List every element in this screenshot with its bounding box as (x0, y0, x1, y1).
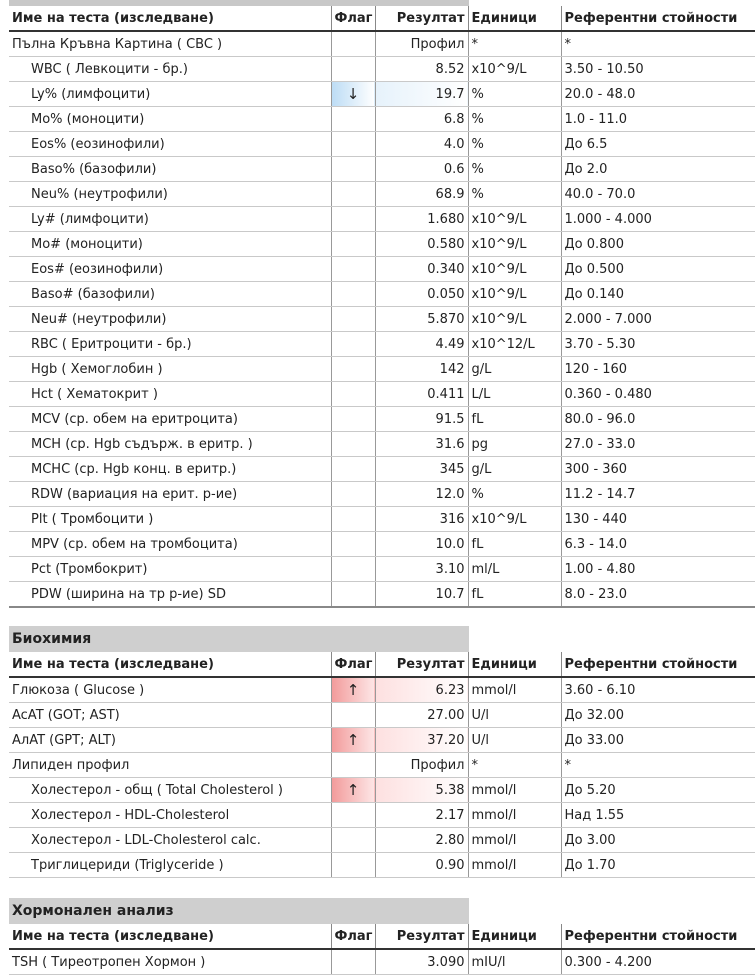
units: % (468, 107, 561, 132)
table-row (9, 257, 755, 282)
reference-range: 1.0 - 11.0 (561, 107, 755, 132)
result-value: 0.580 (375, 232, 468, 257)
result-value: 142 (375, 357, 468, 382)
flag-cell (331, 332, 375, 357)
reference-range: * (561, 31, 755, 57)
test-name: Neu% (неутрофили) (9, 182, 331, 207)
result-value: Профил (375, 753, 468, 778)
units: mIU/l (468, 949, 561, 975)
units: mmol/l (468, 828, 561, 853)
table-row (9, 482, 755, 507)
test-name: Pct (Тромбокрит) (9, 557, 331, 582)
test-name: Mo% (моноцити) (9, 107, 331, 132)
table-row (9, 677, 755, 703)
test-name: Hct ( Хематокрит ) (9, 382, 331, 407)
result-value: 345 (375, 457, 468, 482)
flag-cell (331, 107, 375, 132)
reference-range: До 0.800 (561, 232, 755, 257)
units: g/L (468, 457, 561, 482)
header-row (9, 924, 755, 949)
units: fL (468, 407, 561, 432)
reference-range: 27.0 - 33.0 (561, 432, 755, 457)
table-row (9, 157, 755, 182)
result-value: 0.340 (375, 257, 468, 282)
reference-range: 80.0 - 96.0 (561, 407, 755, 432)
table-row (9, 382, 755, 407)
units: x10^9/L (468, 232, 561, 257)
test-name: WBC ( Левкоцити - бр.) (9, 57, 331, 82)
table-row (9, 582, 755, 608)
table-row (9, 282, 755, 307)
units: fL (468, 582, 561, 608)
arrow-up-icon: ↑ (331, 728, 375, 753)
header-name: Име на теста (изследване) (9, 924, 331, 949)
flag-cell (331, 232, 375, 257)
table-row (9, 728, 755, 753)
table-row (9, 532, 755, 557)
table-row (9, 557, 755, 582)
test-name: Пълна Кръвна Картина ( CBC ) (9, 31, 331, 57)
reference-range: 0.300 - 4.200 (561, 949, 755, 975)
table-row (9, 332, 755, 357)
units: x10^9/L (468, 507, 561, 532)
result-value: 27.00 (375, 703, 468, 728)
reference-range: 3.60 - 6.10 (561, 677, 755, 703)
test-name: Липиден профил (9, 753, 331, 778)
section-title-biochem: Биохимия (9, 626, 469, 652)
table-row (9, 407, 755, 432)
units: x10^9/L (468, 57, 561, 82)
flag-cell (331, 57, 375, 82)
result-value: 0.411 (375, 382, 468, 407)
flag-cell (331, 457, 375, 482)
result-value: 4.49 (375, 332, 468, 357)
reference-range: 0.360 - 0.480 (561, 382, 755, 407)
result-value: 4.0 (375, 132, 468, 157)
units: U/l (468, 728, 561, 753)
units: mmol/l (468, 853, 561, 878)
flag-cell (331, 482, 375, 507)
units: x10^9/L (468, 257, 561, 282)
flag-cell (331, 828, 375, 853)
result-value: 31.6 (375, 432, 468, 457)
result-value: 2.17 (375, 803, 468, 828)
result-value: 12.0 (375, 482, 468, 507)
result-value: 0.050 (375, 282, 468, 307)
flag-cell (331, 803, 375, 828)
test-name: Ly% (лимфоцити) (9, 82, 331, 107)
table-row (9, 207, 755, 232)
result-value: 91.5 (375, 407, 468, 432)
units: pg (468, 432, 561, 457)
reference-range: До 5.20 (561, 778, 755, 803)
test-name: MCV (ср. обем на еритроцита) (9, 407, 331, 432)
table-row (9, 132, 755, 157)
header-reference: Референтни стойности (561, 6, 755, 31)
units: ml/L (468, 557, 561, 582)
test-name: RBC ( Еритроцити - бр.) (9, 332, 331, 357)
cbc-table (9, 6, 755, 608)
test-name: Hgb ( Хемоглобин ) (9, 357, 331, 382)
units: mmol/l (468, 778, 561, 803)
reference-range: До 2.0 (561, 157, 755, 182)
table-row (9, 82, 755, 107)
units: L/L (468, 382, 561, 407)
test-name: AcAT (GOT; AST) (9, 703, 331, 728)
test-name: MCH (ср. Hgb съдърж. в еритр. ) (9, 432, 331, 457)
test-name: Baso% (базофили) (9, 157, 331, 182)
result-value: 2.80 (375, 828, 468, 853)
reference-range: 40.0 - 70.0 (561, 182, 755, 207)
result-value: 10.0 (375, 532, 468, 557)
header-row (9, 652, 755, 677)
table-row (9, 107, 755, 132)
header-reference: Референтни стойности (561, 652, 755, 677)
test-name: Холестерол - общ ( Total Cholesterol ) (9, 778, 331, 803)
arrow-down-icon: ↓ (331, 82, 375, 107)
units: x10^9/L (468, 307, 561, 332)
test-name: RDW (вариация на ерит. р-ие) (9, 482, 331, 507)
result-value: 8.52 (375, 57, 468, 82)
units: * (468, 31, 561, 57)
table-row (9, 853, 755, 878)
units: % (468, 482, 561, 507)
units: * (468, 753, 561, 778)
test-name: Триглицериди (Triglyceride ) (9, 853, 331, 878)
flag-cell (331, 853, 375, 878)
test-name: Mo# (моноцити) (9, 232, 331, 257)
units: % (468, 157, 561, 182)
flag-cell (331, 432, 375, 457)
units: x10^9/L (468, 282, 561, 307)
flag-cell (331, 382, 375, 407)
table-row (9, 703, 755, 728)
flag-cell (331, 532, 375, 557)
flag-cell (331, 407, 375, 432)
reference-range: 3.70 - 5.30 (561, 332, 755, 357)
reference-range: 20.0 - 48.0 (561, 82, 755, 107)
header-units: Единици (468, 652, 561, 677)
hormone-table (9, 924, 755, 975)
test-name: Глюкоза ( Glucose ) (9, 677, 331, 703)
units: mmol/l (468, 677, 561, 703)
header-units: Единици (468, 924, 561, 949)
result-value: 10.7 (375, 582, 468, 608)
header-flag: Флаг (331, 6, 375, 31)
test-name: Ly# (лимфоцити) (9, 207, 331, 232)
biochem-table (9, 652, 755, 878)
reference-range: Над 1.55 (561, 803, 755, 828)
reference-range: 120 - 160 (561, 357, 755, 382)
result-value: 3.10 (375, 557, 468, 582)
flag-cell (331, 307, 375, 332)
test-name: MPV (ср. обем на тромбоцита) (9, 532, 331, 557)
table-row (9, 182, 755, 207)
table-row (9, 432, 755, 457)
test-name: Neu# (неутрофили) (9, 307, 331, 332)
units: mmol/l (468, 803, 561, 828)
result-value: 316 (375, 507, 468, 532)
units: % (468, 182, 561, 207)
test-name: PDW (ширина на тр р-ие) SD (9, 582, 331, 608)
table-row (9, 307, 755, 332)
header-reference: Референтни стойности (561, 924, 755, 949)
flag-cell (331, 582, 375, 608)
test-name: Холестерол - HDL-Cholesterol (9, 803, 331, 828)
reference-range: До 3.00 (561, 828, 755, 853)
reference-range: 8.0 - 23.0 (561, 582, 755, 608)
result-value: 37.20 (375, 728, 468, 753)
table-row (9, 232, 755, 257)
reference-range: 300 - 360 (561, 457, 755, 482)
flag-cell (331, 31, 375, 57)
group-row (9, 753, 755, 778)
result-value: 5.38 (375, 778, 468, 803)
flag-cell (331, 753, 375, 778)
units: U/l (468, 703, 561, 728)
header-name: Име на теста (изследване) (9, 6, 331, 31)
table-row (9, 507, 755, 532)
reference-range: До 32.00 (561, 703, 755, 728)
reference-range: До 6.5 (561, 132, 755, 157)
reference-range: 11.2 - 14.7 (561, 482, 755, 507)
header-name: Име на теста (изследване) (9, 652, 331, 677)
table-row (9, 57, 755, 82)
flag-cell (331, 557, 375, 582)
reference-range: 1.00 - 4.80 (561, 557, 755, 582)
result-value: Профил (375, 31, 468, 57)
table-row (9, 357, 755, 382)
units: x10^9/L (468, 207, 561, 232)
group-row (9, 31, 755, 57)
flag-cell (331, 282, 375, 307)
result-value: 3.090 (375, 949, 468, 975)
header-units: Единици (468, 6, 561, 31)
table-row (9, 803, 755, 828)
reference-range: До 33.00 (561, 728, 755, 753)
test-name: Eos% (еозинофили) (9, 132, 331, 157)
header-row (9, 6, 755, 31)
flag-cell (331, 132, 375, 157)
units: x10^12/L (468, 332, 561, 357)
flag-cell (331, 207, 375, 232)
flag-cell (331, 357, 375, 382)
reference-range: До 1.70 (561, 853, 755, 878)
reference-range: * (561, 753, 755, 778)
table-row (9, 778, 755, 803)
header-flag: Флаг (331, 924, 375, 949)
reference-range: До 0.500 (561, 257, 755, 282)
test-name: MCHC (ср. Hgb конц. в еритр.) (9, 457, 331, 482)
result-value: 0.6 (375, 157, 468, 182)
result-value: 6.8 (375, 107, 468, 132)
table-row (9, 828, 755, 853)
header-result: Резултат (375, 924, 468, 949)
header-flag: Флаг (331, 652, 375, 677)
flag-cell (331, 703, 375, 728)
arrow-up-icon: ↑ (331, 677, 375, 703)
table-row (9, 457, 755, 482)
reference-range: 1.000 - 4.000 (561, 207, 755, 232)
units: fL (468, 532, 561, 557)
reference-range: До 0.140 (561, 282, 755, 307)
test-name: Eos# (еозинофили) (9, 257, 331, 282)
result-value: 19.7 (375, 82, 468, 107)
reference-range: 130 - 440 (561, 507, 755, 532)
arrow-up-icon: ↑ (331, 778, 375, 803)
reference-range: 3.50 - 10.50 (561, 57, 755, 82)
result-value: 0.90 (375, 853, 468, 878)
reference-range: 2.000 - 7.000 (561, 307, 755, 332)
flag-cell (331, 257, 375, 282)
flag-cell (331, 182, 375, 207)
units: % (468, 82, 561, 107)
test-name: AлAT (GPT; ALT) (9, 728, 331, 753)
header-result: Резултат (375, 6, 468, 31)
test-name: Plt ( Тромбоцити ) (9, 507, 331, 532)
result-value: 6.23 (375, 677, 468, 703)
test-name: Холестерол - LDL-Cholesterol calc. (9, 828, 331, 853)
units: g/L (468, 357, 561, 382)
flag-cell (331, 157, 375, 182)
header-result: Резултат (375, 652, 468, 677)
result-value: 1.680 (375, 207, 468, 232)
test-name: Baso# (базофили) (9, 282, 331, 307)
reference-range: 6.3 - 14.0 (561, 532, 755, 557)
units: % (468, 132, 561, 157)
flag-cell (331, 507, 375, 532)
result-value: 68.9 (375, 182, 468, 207)
result-value: 5.870 (375, 307, 468, 332)
test-name: TSH ( Тиреотропен Хормон ) (9, 949, 331, 975)
section-title-hormone: Хормонален анализ (9, 898, 469, 924)
